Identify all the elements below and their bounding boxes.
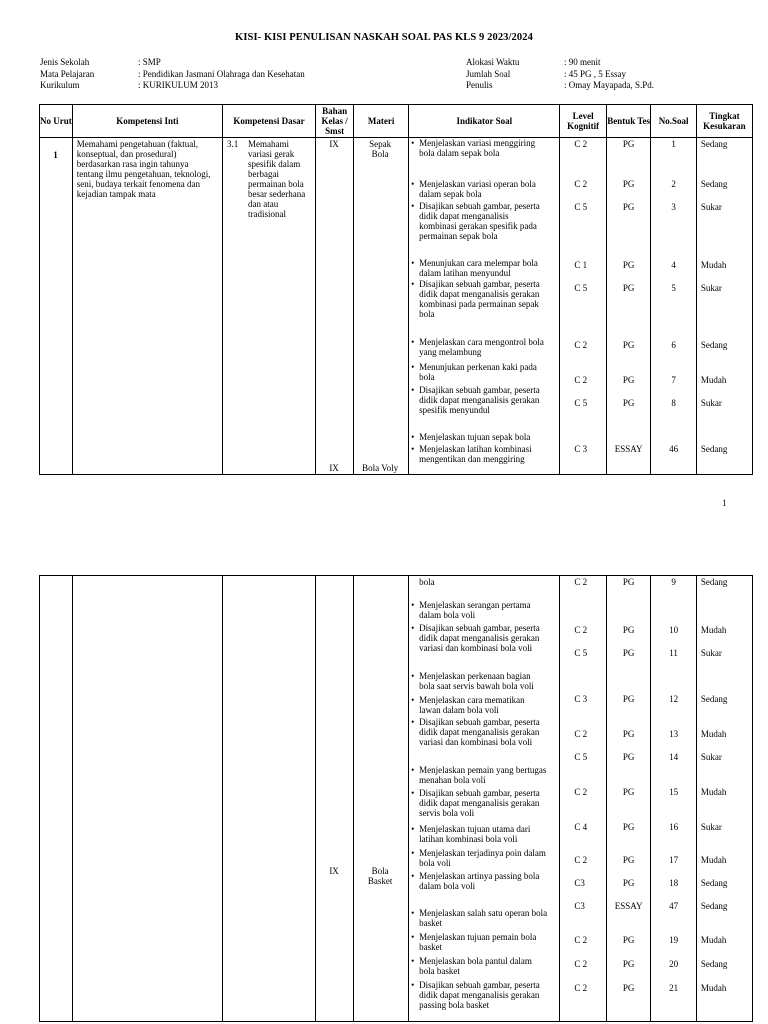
level-kognitif-value: C 1 — [574, 260, 588, 270]
no-soal-value: 15 — [669, 787, 679, 797]
no-soal-value: 3 — [671, 202, 676, 212]
bentuk-tes-value: PG — [622, 577, 635, 587]
bentuk-tes-value: PG — [622, 625, 635, 635]
bentuk-tes-value: ESSAY — [614, 901, 643, 911]
tingkat-kesukaran-value: Mudah — [700, 375, 727, 385]
info-value: : KURIKULUM 2013 — [138, 80, 218, 90]
indicator-item: • Menjelaskan artinya passing bola dalam bola voli — [409, 872, 547, 892]
no-soal-value: 16 — [669, 822, 679, 832]
kompetensi-inti-cell — [72, 576, 222, 1022]
tingkat-kesukaran-value: Sedang — [700, 577, 728, 587]
tingkat-kesukaran-value: Mudah — [700, 260, 727, 270]
tingkat-kesukaran-value: Sedang — [700, 139, 728, 149]
info-key: Alokasi Waktu — [466, 57, 520, 67]
no-soal-value: 19 — [669, 935, 679, 945]
indicator-item: • Menjelaskan variasi operan bola dalam sepak bola — [409, 180, 547, 200]
info-key: Kurikulum — [40, 80, 80, 90]
info-row-mata-pelajaran — [40, 69, 370, 81]
level-kognitif-value: C3 — [574, 878, 585, 888]
level-kognitif-value: C 5 — [574, 398, 588, 408]
bentuk-tes-value: PG — [622, 959, 635, 969]
bentuk-tes-value: PG — [622, 340, 635, 350]
level-kognitif-value: C 2 — [574, 375, 588, 385]
document-title: KISI- KISI PENULISAN NASKAH SOAL PAS KLS 9 2023/2024 — [235, 32, 533, 43]
level-kognitif-value: C 2 — [574, 340, 588, 350]
materi-bola-basket: Bola Basket — [367, 866, 393, 886]
bahan-kelas-bola-voly: IX — [329, 463, 339, 473]
info-key: Jumlah Soal — [466, 68, 511, 79]
info-row-alokasi-waktu — [466, 57, 726, 69]
indicator-item: • Menunjukan perkenan kaki pada bola — [409, 363, 547, 383]
info-row-jenis-sekolah — [40, 57, 370, 69]
bentuk-tes-value: PG — [622, 202, 635, 212]
kompetensi-dasar-cell — [222, 138, 315, 475]
level-kognitif-value: C 2 — [574, 139, 588, 149]
level-kognitif-value: C 2 — [574, 855, 588, 865]
indicator-item: • Disajikan sebuah gambar, peserta didik dapat menganalisis kombinasi gerakan spesifik pada permainan sepak bola — [409, 202, 547, 242]
header-tingkat-kesukaran: Tingkat Kesukaran — [696, 105, 752, 138]
level-kognitif-value: C3 — [574, 901, 585, 911]
bahan-kelas-bola-basket: IX — [329, 866, 339, 876]
indicator-item: • Disajikan sebuah gambar, peserta didik dapat menganalisis gerakan variasi dan kombinasi bola voli — [409, 718, 547, 748]
header-level-kognitif: Level Kognitif — [560, 105, 607, 138]
bentuk-tes-cell — [606, 138, 650, 475]
table-row — [40, 138, 753, 475]
indicator-item: • Menjelaskan terjadinya poin dalam bola voli — [409, 849, 547, 869]
info-value: : Omay Mayapada, S.Pd. — [564, 80, 654, 90]
bentuk-tes-cell — [606, 576, 650, 1022]
level-kognitif-value: C 4 — [574, 822, 588, 832]
bentuk-tes-value: PG — [622, 260, 635, 270]
kisi-kisi-table-page2 — [39, 575, 753, 1022]
level-kognitif-value: C 5 — [574, 202, 588, 212]
level-kognitif-value: C 3 — [574, 694, 588, 704]
bahan-kelas-cell — [316, 138, 354, 475]
bentuk-tes-value: PG — [622, 375, 635, 385]
no-soal-value: 20 — [669, 959, 679, 969]
indicator-item: • Menjelaskan serangan pertama dalam bola voli — [409, 601, 547, 621]
no-soal-value: 11 — [669, 648, 678, 658]
no-urut-cell — [40, 576, 73, 1022]
materi-sepak-bola: Sepak Bola — [369, 139, 392, 159]
tingkat-kesukaran-value: Sukar — [700, 822, 722, 832]
tingkat-kesukaran-value: Mudah — [700, 855, 727, 865]
no-soal-value: 10 — [669, 625, 679, 635]
indicator-item: • Menjelaskan bola pantul dalam bola basket — [409, 957, 547, 977]
tingkat-kesukaran-value: Sedang — [700, 340, 728, 350]
tingkat-kesukaran-value: Mudah — [700, 787, 727, 797]
indikator-cell — [409, 138, 560, 475]
page-number: 1 — [722, 498, 727, 508]
indicator-item: • Menjelaskan tujuan pemain bola basket — [409, 933, 547, 953]
info-value: : 90 menit — [564, 57, 601, 67]
no-soal-value: 21 — [669, 983, 679, 993]
indicator-item: • Menjelaskan pemain yang bertugas menahan bola voli — [409, 766, 547, 786]
header-kompetensi-dasar: Kompetensi Dasar — [222, 105, 315, 138]
info-key: Penulis — [466, 80, 493, 90]
level-kognitif-value: C 2 — [574, 729, 588, 739]
tingkat-kesukaran-value: Sukar — [700, 202, 722, 212]
bentuk-tes-value: PG — [622, 729, 635, 739]
kompetensi-dasar-cell — [222, 576, 315, 1022]
materi-bola-voly: Bola Voly — [362, 463, 399, 473]
indicator-continuation: bola — [419, 577, 435, 587]
bentuk-tes-value: PG — [622, 648, 635, 658]
header-bentuk-tes: Bentuk Tes — [606, 105, 650, 138]
header-no-soal: No.Soal — [651, 105, 696, 138]
level-kognitif-value: C 5 — [574, 648, 588, 658]
bentuk-tes-value: PG — [622, 855, 635, 865]
bentuk-tes-value: PG — [622, 983, 635, 993]
no-soal-cell — [651, 138, 696, 475]
materi-cell — [354, 576, 409, 1022]
header-bahan-kelas: Bahan Kelas / Smst — [316, 105, 354, 138]
tingkat-kesukaran-value: Sukar — [700, 752, 722, 762]
indicator-item: • Menunjukan cara melempar bola dalam latihan menyundul — [409, 259, 547, 279]
indicator-item: • Disajikan sebuah gambar, peserta didik dapat menganalisis gerakan variasi dan kombinasi bola voli — [409, 624, 547, 654]
header-no-urut: No Urut — [40, 105, 73, 138]
indicator-item: • Menjelaskan salah satu operan bola basket — [409, 909, 547, 929]
bentuk-tes-value: PG — [622, 878, 635, 888]
tingkat-kesukaran-value: Sedang — [700, 444, 728, 454]
exam-info — [466, 57, 726, 92]
kd-text: Memahami variasi gerak spesifik dalam berbagai permainan bola besar sederhana dan atau tradisional — [247, 139, 306, 219]
tingkat-kesukaran-value: Sedang — [700, 901, 728, 911]
level-kognitif-value: C 2 — [574, 983, 588, 993]
level-kognitif-value: C 3 — [574, 444, 588, 454]
no-soal-value: 12 — [669, 694, 679, 704]
kompetensi-inti-text: Memahami pengetahuan (faktual, konseptual, dan prosedural) berdasarkan rasa ingin tahunya tentang ilmu pengetahuan, teknologi, seni, budaya terkait fenomena dan kejadian tampak mata — [76, 139, 211, 199]
tingkat-kesukaran-value: Sedang — [700, 878, 728, 888]
info-value: : 45 PG , 5 Essay — [564, 68, 627, 79]
tingkat-kesukaran-value: Mudah — [700, 729, 727, 739]
tingkat-kesukaran-value: Sedang — [700, 959, 728, 969]
no-soal-value: 8 — [671, 398, 676, 408]
header-indikator-soal: Indikator Soal — [409, 105, 560, 138]
bahan-kelas-sepak-bola: IX — [329, 139, 339, 149]
indicator-item: • Disajikan sebuah gambar, peserta didik dapat menganalisis gerakan spesifik menyundul — [409, 386, 547, 416]
no-soal-value: 4 — [671, 260, 676, 270]
table-row — [40, 576, 753, 1022]
bentuk-tes-value: PG — [622, 694, 635, 704]
no-soal-value: 13 — [669, 729, 679, 739]
info-key: Mata Pelajaran — [40, 68, 95, 79]
no-soal-value: 9 — [671, 577, 676, 587]
no-urut: 1 — [53, 150, 58, 160]
level-kognitif-value: C 2 — [574, 577, 588, 587]
bahan-kelas-cell — [316, 576, 354, 1022]
tingkat-kesukaran-value: Sedang — [700, 694, 728, 704]
tingkat-kesukaran-value: Mudah — [700, 935, 727, 945]
tingkat-kesukaran-value: Sukar — [700, 283, 722, 293]
no-soal-value: 1 — [671, 139, 676, 149]
info-value: : SMP — [138, 57, 161, 67]
tingkat-kesukaran-value: Sukar — [700, 648, 722, 658]
header-kompetensi-inti: Kompetensi Inti — [72, 105, 222, 138]
bentuk-tes-value: PG — [622, 787, 635, 797]
kd-number: 3.1 — [226, 139, 239, 149]
header-materi: Materi — [354, 105, 409, 138]
indicator-item: • Disajikan sebuah gambar, peserta didik dapat menganalisis gerakan kombinasi pada permainan sepak bola — [409, 280, 547, 320]
tingkat-kesukaran-cell — [696, 576, 752, 1022]
no-soal-value: 5 — [671, 283, 676, 293]
indicator-item: • Menjelaskan latihan kombinasi mengentikan dan menggiring — [409, 445, 547, 465]
school-info — [40, 57, 370, 92]
bentuk-tes-value: PG — [622, 283, 635, 293]
level-kognitif-value: C 2 — [574, 625, 588, 635]
no-soal-value: 17 — [669, 855, 679, 865]
bentuk-tes-value: PG — [622, 139, 635, 149]
table-header-row — [40, 105, 753, 138]
indicator-item: • Menjelaskan perkenaan bagian bola saat servis bawah bola voli — [409, 672, 547, 692]
indicator-item: • Menjelaskan tujuan utama dari latihan kombinasi bola voli — [409, 825, 547, 845]
no-soal-value: 14 — [669, 752, 679, 762]
kompetensi-inti-cell — [72, 138, 222, 475]
no-soal-value: 2 — [671, 179, 676, 189]
tingkat-kesukaran-cell — [696, 138, 752, 475]
indicator-item: • Menjelaskan tujuan sepak bola — [409, 433, 547, 443]
info-row-jumlah-soal — [466, 69, 726, 81]
tingkat-kesukaran-value: Mudah — [700, 625, 727, 635]
indicator-item: • Menjelaskan cara mengontrol bola yang melambung — [409, 338, 547, 358]
materi-cell — [354, 138, 409, 475]
no-soal-value: 6 — [671, 340, 676, 350]
no-soal-value: 7 — [671, 375, 676, 385]
info-key: Jenis Sekolah — [40, 57, 90, 67]
tingkat-kesukaran-value: Sedang — [700, 179, 728, 189]
indicator-item: • Menjelaskan cara mematikan lawan dalam bola voli — [409, 696, 547, 716]
no-urut-cell — [40, 138, 73, 475]
level-kognitif-value: C 5 — [574, 752, 588, 762]
level-kognitif-value: C 2 — [574, 787, 588, 797]
level-kognitif-cell — [560, 576, 607, 1022]
no-soal-value: 46 — [669, 444, 679, 454]
indicator-item: • Disajikan sebuah gambar, peserta didik dapat menganalisis gerakan servis bola voli — [409, 789, 547, 819]
no-soal-value: 47 — [669, 901, 679, 911]
bentuk-tes-value: PG — [622, 179, 635, 189]
kisi-kisi-table-page1 — [39, 104, 753, 475]
no-soal-value: 18 — [669, 878, 679, 888]
level-kognitif-value: C 5 — [574, 283, 588, 293]
info-row-penulis — [466, 80, 726, 92]
bentuk-tes-value: PG — [622, 752, 635, 762]
tingkat-kesukaran-value: Mudah — [700, 983, 727, 993]
indikator-cell — [409, 576, 560, 1022]
level-kognitif-value: C 2 — [574, 935, 588, 945]
level-kognitif-value: C 2 — [574, 179, 588, 189]
level-kognitif-cell — [560, 138, 607, 475]
info-value: : Pendidikan Jasmani Olahraga dan Kesehatan — [138, 68, 305, 79]
bentuk-tes-value: ESSAY — [614, 444, 643, 454]
tingkat-kesukaran-value: Sukar — [700, 398, 722, 408]
bentuk-tes-value: PG — [622, 935, 635, 945]
bentuk-tes-value: PG — [622, 398, 635, 408]
no-soal-cell — [651, 576, 696, 1022]
indicator-item: • Menjelaskan variasi menggiring bola dalam sepak bola — [409, 139, 547, 159]
level-kognitif-value: C 2 — [574, 959, 588, 969]
info-row-kurikulum — [40, 80, 370, 92]
bentuk-tes-value: PG — [622, 822, 635, 832]
indicator-item: • Disajikan sebuah gambar, peserta didik dapat menganalisis gerakan passing bola basket — [409, 981, 547, 1011]
